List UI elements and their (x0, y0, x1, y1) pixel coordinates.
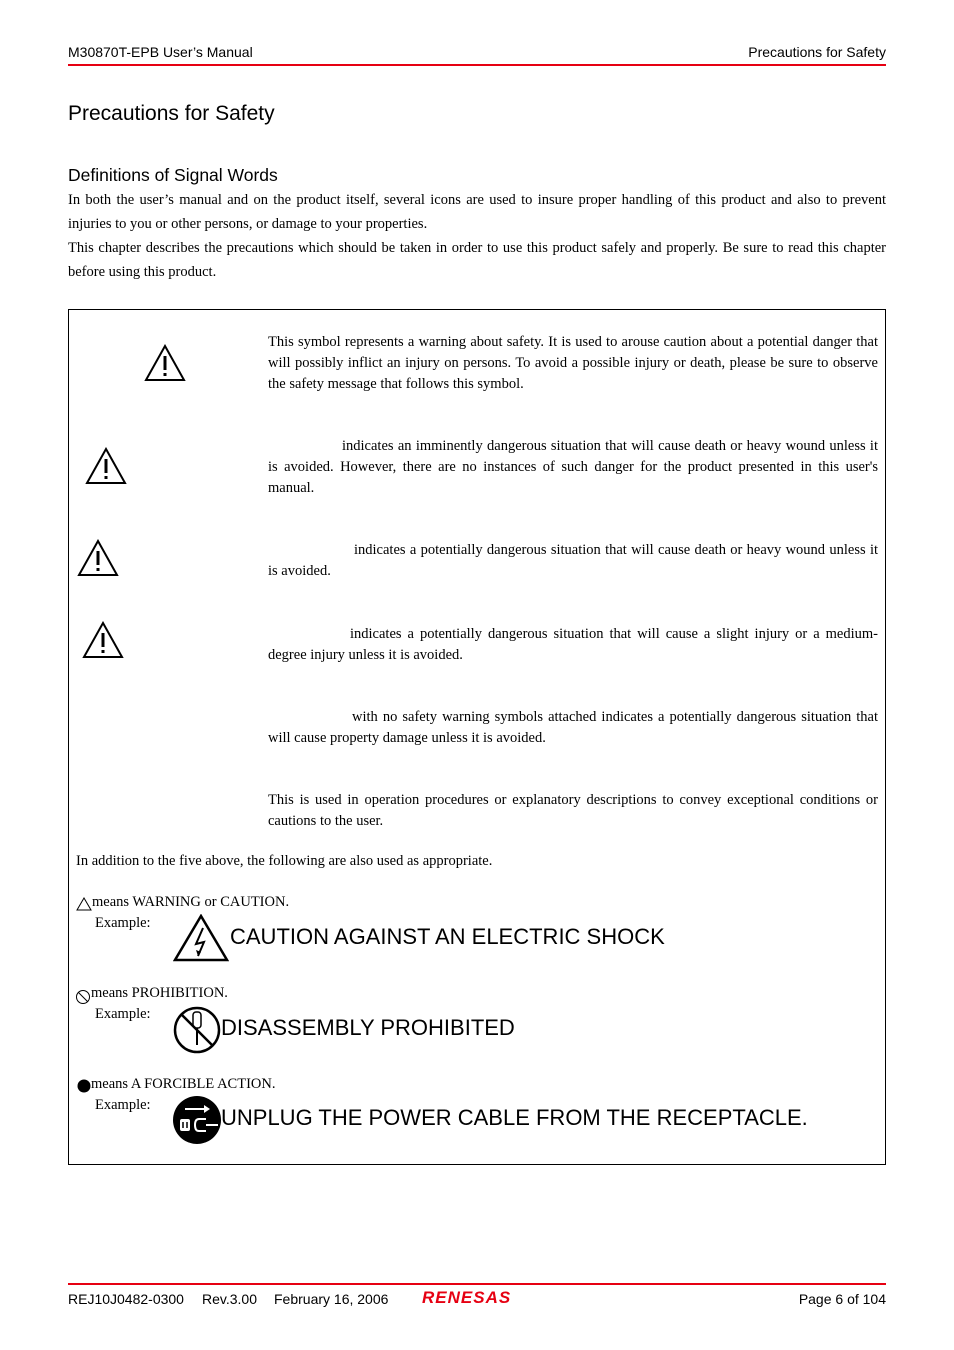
warning-triangle-icon (82, 621, 124, 659)
example-label: Example: (95, 1006, 151, 1022)
footer-doc-id: REJ10J0482-0300 (68, 1291, 184, 1307)
disassembly-caption: DISASSEMBLY PROHIBITED (221, 1015, 515, 1040)
warning-meaning-text: means WARNING or CAUTION. (92, 894, 290, 910)
danger-description: indicates an imminently dangerous situation that will cause death or heavy wound unless it is avoided. However, there are no instances of such danger for the product presented in this user's manual. (268, 438, 878, 496)
safety-symbol-description: This symbol represents a warning about safety. It is used to arouse caution about a potential danger that will possibly inflict an injury on persons. To avoid a possible injury or death, please be sure to observe the safety message that follows this symbol. (268, 334, 878, 392)
small-prohibition-icon (75, 989, 91, 1005)
warning-description: indicates a potentially dangerous situation that will cause death or heavy wound unless it is avoided. (268, 542, 878, 579)
warning-triangle-icon (85, 447, 127, 485)
renesas-logo: RENESAS (422, 1288, 512, 1307)
definitions-box (68, 309, 886, 1165)
intro-paragraph-2: This chapter describes the precautions which should be taken in order to use this product safely and properly. Be sure to read this chapter before using this product. (68, 240, 886, 280)
footer-page-number: Page 6 of 104 (798, 1291, 886, 1307)
forcible-action-meaning-text: means A FORCIBLE ACTION. (91, 1076, 276, 1092)
example-label: Example: (95, 915, 151, 931)
unplug-caption: UNPLUG THE POWER CABLE FROM THE RECEPTACLE. (221, 1105, 808, 1130)
page-title: Precautions for Safety (68, 102, 275, 125)
footer-rule (68, 1283, 886, 1285)
header-rule (68, 64, 886, 66)
footer-date: February 16, 2006 (274, 1291, 389, 1307)
unplug-icon (172, 1095, 222, 1145)
disassembly-prohibited-icon (172, 1005, 222, 1055)
electric-shock-caption: CAUTION AGAINST AN ELECTRIC SHOCK (230, 924, 665, 949)
prohibition-meaning-text: means PROHIBITION. (91, 985, 228, 1001)
header-section-title: Precautions for Safety (748, 44, 886, 60)
additional-note: In addition to the five above, the following are also used as appropriate. (76, 853, 493, 869)
caution-description: indicates a potentially dangerous situation that will cause a slight injury or a medium-degree injury unless it is avoided. (268, 626, 878, 663)
small-triangle-icon (76, 897, 92, 911)
footer-revision: Rev.3.00 (202, 1291, 257, 1307)
intro-paragraph-1: In both the user’s manual and on the product itself, several icons are used to insure proper handling of this product and also to prevent injuries to you or other persons, or damage to your properties. (68, 192, 886, 232)
warning-triangle-icon (77, 539, 119, 577)
small-forcible-action-icon (77, 1079, 91, 1093)
example-label: Example: (95, 1097, 151, 1113)
important-description: This is used in operation procedures or explanatory descriptions to convey exceptional conditions or cautions to the user. (268, 792, 878, 829)
section-heading: Definitions of Signal Words (68, 165, 278, 185)
warning-triangle-icon (144, 344, 186, 382)
header-manual-title: M30870T-EPB User’s Manual (68, 44, 253, 60)
caution-no-symbol-description: with no safety warning symbols attached indicates a potentially dangerous situation that will cause property damage unless it is avoided. (268, 709, 878, 746)
electric-shock-icon (173, 914, 229, 962)
